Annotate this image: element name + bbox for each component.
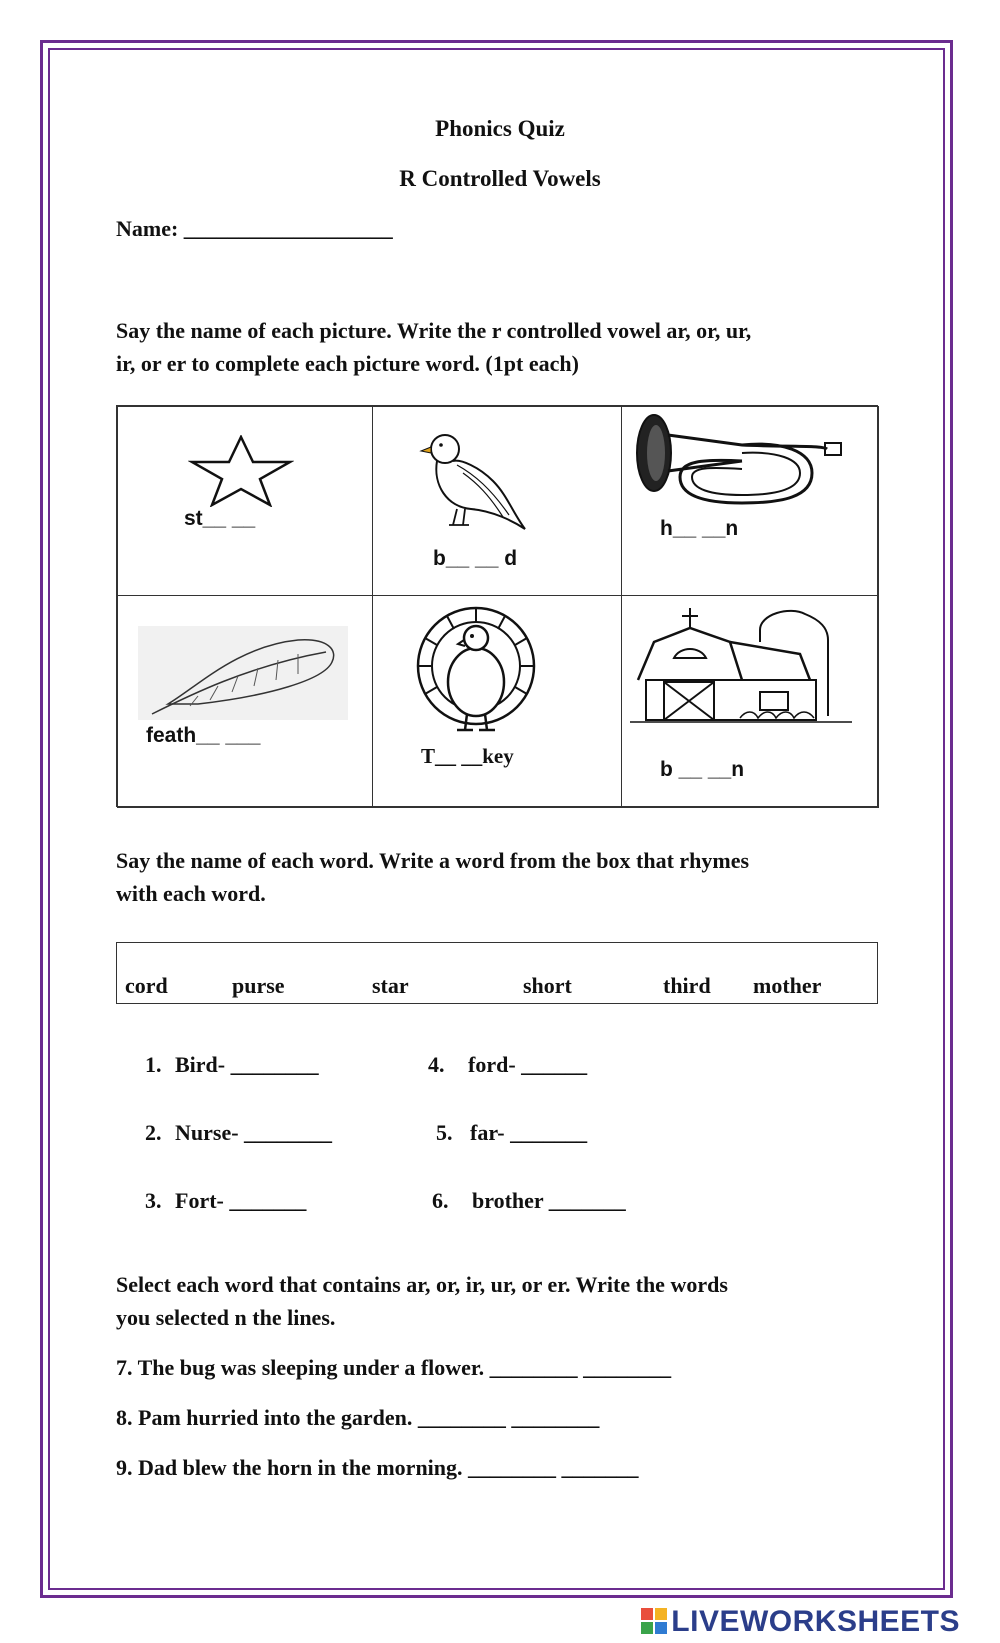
liveworksheets-brand-text: LIVEWORKSHEETS [671, 1605, 960, 1638]
section1-instruction-line2: ir, or er to complete each picture word. (1pt each) [116, 351, 579, 376]
rhyme-item-nurse[interactable]: Nurse- ________ [175, 1120, 333, 1145]
rhyme-item-brother[interactable]: brother _______ [472, 1188, 626, 1213]
word-bank-box [116, 942, 878, 1004]
word-bank-word: mother [753, 973, 822, 998]
name-field[interactable]: Name: ___________________ [116, 216, 393, 241]
horn-icon [632, 411, 847, 517]
picture-cell-barn [621, 595, 879, 808]
section1-instruction-line1: Say the name of each picture. Write the r controlled vowel ar, or, ur, [116, 318, 752, 343]
page-title: Phonics Quiz [435, 116, 565, 141]
turkey-word-blank[interactable]: T__ __key [421, 744, 514, 768]
picture-cell-turkey [372, 595, 622, 808]
section3-instruction-line2: you selected n the lines. [116, 1305, 336, 1330]
rhyme-item-number: 5. [436, 1120, 453, 1145]
liveworksheets-logo[interactable] [641, 1605, 960, 1639]
star-word-blank[interactable]: st__ __ [184, 507, 256, 530]
rhyme-item-bird[interactable]: Bird- ________ [175, 1052, 319, 1077]
rhyme-item-number: 1. [145, 1052, 162, 1077]
picture-cell-star [117, 406, 373, 596]
barn-icon [630, 606, 852, 736]
word-bank-word: cord [125, 973, 168, 998]
rhyme-item-far[interactable]: far- _______ [470, 1120, 588, 1145]
section2-instruction-line2: with each word. [116, 881, 266, 906]
picture-grid [116, 405, 878, 807]
picture-cell-horn [621, 406, 879, 596]
feather-icon [138, 626, 348, 720]
feather-word-blank[interactable]: feath__ ___ [146, 724, 261, 747]
turkey-icon [411, 604, 541, 744]
rhyme-item-ford[interactable]: ford- ______ [468, 1052, 588, 1077]
rhyme-item-fort[interactable]: Fort- _______ [175, 1188, 307, 1213]
section3-instruction-line1: Select each word that contains ar, or, ir, ur, or er. Write the words [116, 1272, 728, 1297]
rhyme-item-number: 3. [145, 1188, 162, 1213]
horn-word-blank[interactable]: h__ __n [660, 517, 739, 540]
section2-instruction-line1: Say the name of each word. Write a word from the box that rhymes [116, 848, 750, 873]
rhyme-item-number: 2. [145, 1120, 162, 1145]
bird-word-blank[interactable]: b__ __ d [433, 547, 518, 570]
rhyme-item-number: 6. [432, 1188, 449, 1213]
picture-cell-bird [372, 406, 622, 596]
rhyme-item-number: 4. [428, 1052, 445, 1077]
word-bank-word: third [663, 973, 711, 998]
barn-word-blank[interactable]: b __ __n [660, 758, 745, 781]
sentence-9[interactable]: 9. Dad blew the horn in the morning. ________ _______ [116, 1455, 639, 1480]
sentence-7[interactable]: 7. The bug was sleeping under a flower. ________ ________ [116, 1355, 672, 1380]
star-icon [188, 435, 294, 507]
word-bank-word: purse [232, 973, 285, 998]
word-bank-word: star [372, 973, 409, 998]
bird-icon [413, 425, 528, 535]
sentence-8[interactable]: 8. Pam hurried into the garden. ________ ________ [116, 1405, 600, 1430]
page-subtitle: R Controlled Vowels [399, 166, 601, 191]
picture-cell-feather [117, 595, 373, 808]
word-bank-word: short [523, 973, 572, 998]
liveworksheets-logo-icon [641, 1608, 667, 1634]
